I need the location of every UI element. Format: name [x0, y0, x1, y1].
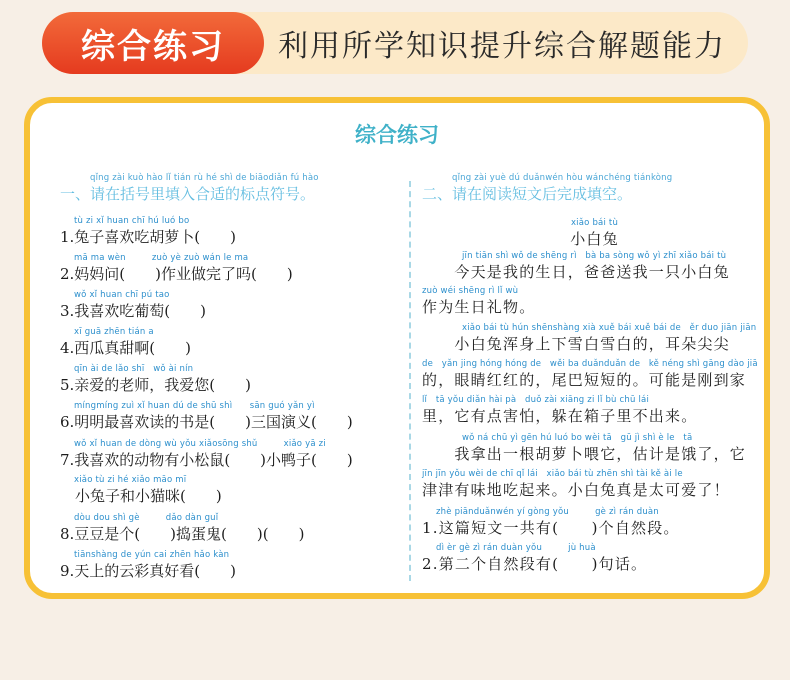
- line-pinyin: zhè piānduǎnwén yí gòng yǒu gè zì rán duàn: [436, 507, 659, 517]
- line-pinyin: xiǎo bái tù hún shēnshàng xià xuě bái xuě bái de ěr duo jiān jiān: [462, 323, 757, 333]
- line-text: 2.第二个自然段有( )句话。: [422, 555, 648, 573]
- story-line: [422, 286, 767, 318]
- section-pinyin: qǐng zài yuè dú duǎnwén hòu wánchéng tiánkòng: [452, 173, 673, 183]
- section-header-left: [60, 173, 420, 204]
- reading-question: [422, 543, 767, 575]
- question-item: [60, 216, 420, 248]
- question-pinyin: xī guā zhēn tián a: [74, 327, 154, 337]
- question-item: [60, 439, 420, 471]
- question-pinyin: tiānshàng de yún cai zhēn hǎo kàn: [74, 550, 230, 560]
- question-pinyin: wǒ xǐ huan chī pú tao: [74, 290, 170, 300]
- question-item: [60, 364, 420, 396]
- question-item: [60, 290, 420, 322]
- exercise-card: [24, 97, 770, 599]
- question-pinyin: qīn ài de lǎo shī wǒ ài nín: [74, 364, 194, 374]
- question-pinyin: wǒ xǐ huan de dòng wù yǒu xiǎosōng shǔ xiǎo yā zi: [74, 439, 326, 449]
- line-text: 今天是我的生日，爸爸送我一只小白兔: [422, 263, 730, 281]
- question-text: 2.妈妈问( )作业做完了吗( ): [60, 265, 293, 283]
- question-item: [60, 513, 420, 545]
- story-line: [422, 251, 767, 283]
- line-text: 作为生日礼物。: [422, 298, 536, 316]
- top-banner: [42, 12, 748, 74]
- question-item: [60, 327, 420, 359]
- line-pinyin: jīn tiān shì wǒ de shēng rì bà ba sòng wǒ yì zhī xiǎo bái tù: [462, 251, 727, 261]
- section-header-right: [422, 173, 782, 204]
- question-text: 1.兔子喜欢吃胡萝卜( ): [60, 228, 237, 246]
- line-text: 小白兔浑身上下雪白雪白的，耳朵尖尖: [422, 335, 730, 353]
- card-title: 综合练习: [355, 123, 439, 147]
- question-pinyin: mā ma wèn zuò yè zuò wán le ma: [74, 253, 249, 263]
- story-line: [422, 359, 767, 391]
- banner-subtitle: 利用所学知识提升综合解题能力: [278, 29, 726, 64]
- question-text: 4.西瓜真甜啊( ): [60, 339, 192, 357]
- story-line: [422, 433, 767, 465]
- question-item: [60, 550, 420, 582]
- question-text: 8.豆豆是个( )捣蛋鬼( )( ): [60, 525, 305, 543]
- question-item: [60, 475, 420, 507]
- question-text: 3.我喜欢吃葡萄( ): [60, 302, 207, 320]
- story-line: [422, 323, 767, 355]
- line-text: 我拿出一根胡萝卜喂它，估计是饿了，它: [422, 445, 747, 463]
- line-text: 的，眼睛红红的，尾巴短短的。可能是刚到家: [422, 371, 747, 389]
- question-item: [60, 253, 420, 285]
- story-line: [422, 395, 767, 427]
- banner-badge: 综合练习: [42, 12, 264, 74]
- section-title: 一、请在括号里填入合适的标点符号。: [60, 185, 316, 203]
- line-pinyin: zuò wéi shēng rì lǐ wù: [422, 286, 519, 296]
- question-item: [60, 401, 420, 433]
- question-pinyin: tù zi xǐ huan chī hú luó bo: [74, 216, 190, 226]
- line-pinyin: jīn jīn yǒu wèi de chī qǐ lái xiǎo bái tù zhēn shì tài kě ài le: [422, 469, 683, 479]
- question-pinyin: míngmíng zuì xǐ huan dú de shū shì sān guó yǎn yì: [74, 401, 315, 411]
- question-text: 小兔子和小猫咪( ): [60, 487, 222, 505]
- reading-question: [422, 507, 767, 539]
- story-title: [422, 218, 767, 250]
- line-text: 津津有味地吃起来。小白兔真是太可爱了！: [422, 481, 730, 499]
- question-text: 7.我喜欢的动物有小松鼠( )小鸭子( ): [60, 451, 353, 469]
- question-pinyin: xiǎo tù zi hé xiǎo māo mī: [74, 475, 187, 485]
- line-pinyin: lǐ tā yǒu diǎn hài pà duǒ zài xiāng zi lǐ bù chū lái: [422, 395, 650, 405]
- line-text: 1.这篇短文一共有( )个自然段。: [422, 519, 680, 537]
- story-title-pinyin: xiǎo bái tù: [570, 218, 619, 228]
- story-title-text: 小白兔: [570, 230, 619, 248]
- line-pinyin: dì èr gè zì rán duàn yǒu jù huà: [436, 543, 596, 553]
- question-text: 6.明明最喜欢读的书是( )三国演义( ): [60, 413, 353, 431]
- section-title: 二、请在阅读短文后完成填空。: [422, 185, 633, 203]
- question-text: 5.亲爱的老师，我爱您( ): [60, 376, 252, 394]
- line-text: 里，它有点害怕，躲在箱子里不出来。: [422, 407, 698, 425]
- story-line: [422, 469, 767, 501]
- line-pinyin: wǒ ná chū yì gēn hú luó bo wèi tā gū jì shì è le tā: [462, 433, 693, 443]
- question-pinyin: dòu dou shì gè dǎo dàn guǐ: [74, 513, 219, 523]
- section-pinyin: qǐng zài kuò hào lǐ tián rù hé shì de biāodiǎn fú hào: [90, 173, 319, 183]
- line-pinyin: de yǎn jing hóng hóng de wěi ba duǎnduǎn de kě néng shì gāng dào jiā: [422, 359, 758, 369]
- question-text: 9.天上的云彩真好看( ): [60, 562, 237, 580]
